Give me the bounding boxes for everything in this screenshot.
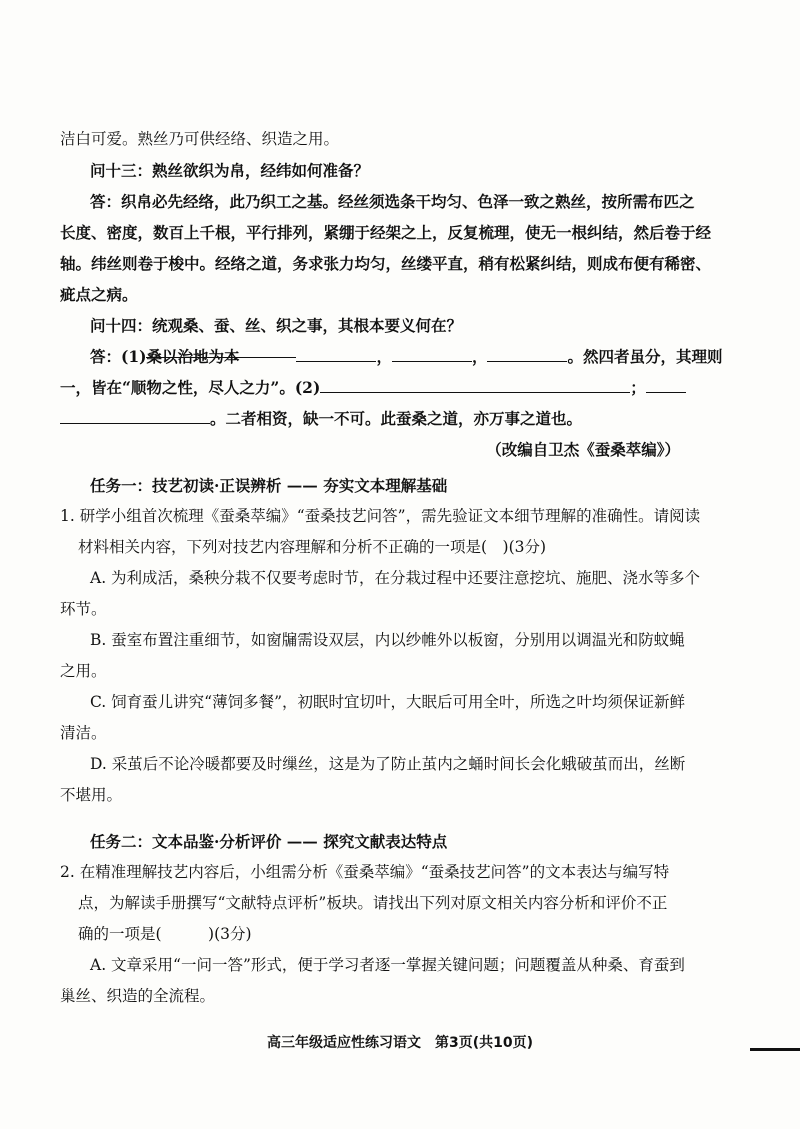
- answer-13-line: 长度、密度，数百上千根，平行排列，紧绷于经架之上，反复梳理，使无一根纠结，然后卷于经: [60, 223, 712, 242]
- text-line: 洁白可爱。熟丝乃可供经络、织造之用。: [60, 130, 340, 148]
- answer-14-line-2: [60, 372, 680, 403]
- task1-title: 任务一：技艺初读·正误辨析 —— 夯实文本理解基础: [90, 476, 448, 495]
- answer-fill-text: 桑以治地为本: [146, 347, 240, 366]
- fill-blank-6[interactable]: [646, 376, 686, 393]
- fill-blank-2[interactable]: [296, 345, 376, 362]
- answer-13-line: 疵点之病。: [60, 285, 138, 304]
- option-d-cont: 不堪用。: [60, 786, 123, 804]
- answer-text: 一，皆在“顺物之性，尽人之力”。(2): [60, 378, 321, 397]
- question-13: 问十三：熟丝欲织为帛，经纬如何准备？: [90, 161, 370, 180]
- option-a-cont: 巢丝、织造的全流程。: [60, 987, 216, 1005]
- option-a: A. 为利成活，桑秧分栽不仅要考虑时节，在分栽过程中还要注意挖坑、施肥、浇水等多个: [90, 569, 701, 587]
- option-c-cont: 清洁。: [60, 724, 107, 742]
- task2-stem: 确的一项是( )(3分): [78, 925, 252, 943]
- comma: ，: [376, 347, 392, 366]
- question-14: 问十四：统观桑、蚕、丝、织之事，其根本要义何在？: [90, 316, 463, 335]
- task1-stem: 材料相关内容，下列对技艺内容理解和分析不正确的一项是( )(3分): [78, 538, 547, 556]
- task2-stem: 点，为解读手册撰写“文献特点评析”板块。请找出下列对原文相关内容分析和评价不正: [78, 894, 668, 912]
- answer-prefix: 答：(1): [90, 347, 147, 366]
- option-b-cont: 之用。: [60, 662, 107, 680]
- scan-edge-mark: [750, 1048, 800, 1051]
- option-a-cont: 环节。: [60, 600, 107, 618]
- option-d: D. 采茧后不论冷暖都要及时缫丝，这是为了防止茧内之蛹时间长会化蛾破茧而出，丝断: [90, 755, 686, 773]
- fill-blank-3[interactable]: [392, 345, 472, 362]
- option-c: C. 饲育蚕儿讲究“薄饲多餐”，初眠时宜切叶，大眠后可用全叶，所选之叶均须保证新鲜: [90, 693, 686, 711]
- fill-blank-1[interactable]: [146, 341, 296, 366]
- semicolon: ；: [630, 378, 646, 397]
- task2-title: 任务二：文本品鉴·分析评价 —— 探究文献表达特点: [90, 832, 448, 851]
- option-b: B. 蚕室布置注重细节，如窗牖需设双层，内以纱帷外以板窗，分别用以调温光和防蚊蝇: [90, 631, 685, 649]
- page-footer: 高三年级适应性练习语文 第3页(共10页): [266, 1035, 534, 1051]
- answer-text: 。然四者虽分，其理则: [567, 347, 723, 366]
- answer-text: 。二者相资，缺一不可。此蚕桑之道，亦万事之道也。: [210, 409, 583, 428]
- fill-blank-7[interactable]: [60, 407, 210, 424]
- comma: ，: [471, 347, 488, 366]
- option-a: A. 文章采用“一问一答”形式，便于学习者逐一掌握关键问题；问题覆盖从种桑、育蚕到: [90, 956, 685, 974]
- answer-14-line-1: [60, 341, 723, 372]
- answer-13-line: 轴。纬丝则卷于梭中。经络之道，务求张力均匀，丝缕平直，稍有松紧纠结，则成布便有稀密、: [60, 254, 712, 273]
- answer-13-line: 答：织帛必先经络，此乃织工之基。经丝须选条干均匀、色泽一致之熟丝，按所需布匹之: [90, 192, 695, 211]
- answer-14-line-3: [60, 403, 680, 434]
- source-citation: （改编自卫杰《蚕桑萃编》）: [486, 440, 680, 459]
- fill-blank-4[interactable]: [487, 345, 567, 362]
- fill-blank-5[interactable]: [320, 376, 630, 393]
- task1-stem: 1. 研学小组首次梳理《蚕桑萃编》“蚕桑技艺问答”，需先验证文本细节理解的准确性。请阅读: [60, 507, 701, 525]
- task2-stem: 2. 在精准理解技艺内容后，小组需分析《蚕桑萃编》“蚕桑技艺问答”的文本表达与编写特: [60, 863, 670, 881]
